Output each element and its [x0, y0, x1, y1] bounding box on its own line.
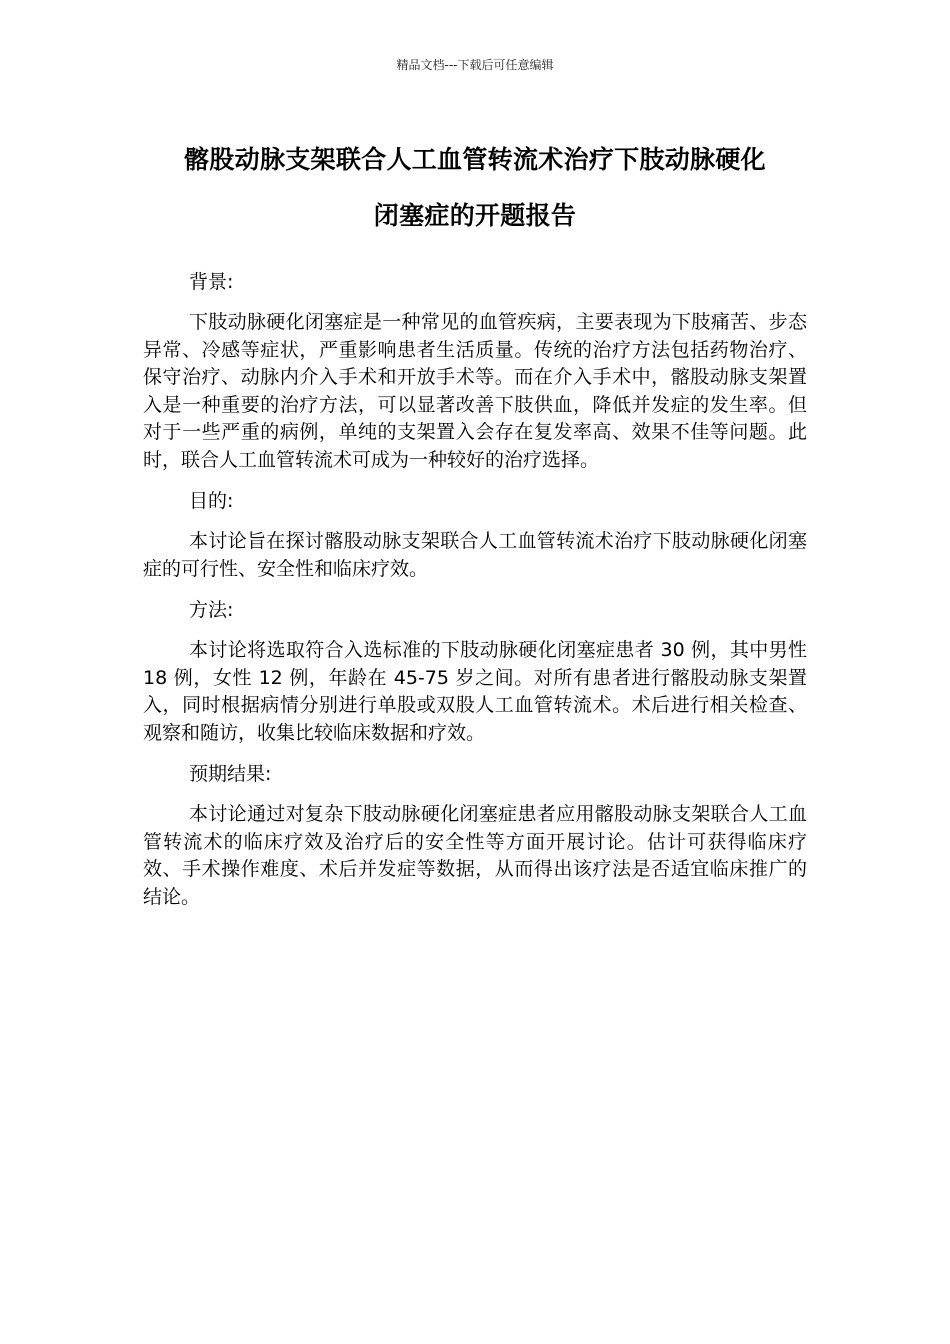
- section-purpose: [143, 487, 807, 583]
- section-text-expected-results: 本讨论通过对复杂下肢动脉硬化闭塞症患者应用髂股动脉支架联合人工血管转流术的临床疗效及治疗后的安全性等方面开展讨论。估计可获得临床疗效、手术操作难度、术后并发症等数据，从而得出该疗法是否适宜临床推广的结论。: [143, 803, 807, 908]
- section-heading-purpose: 目的:: [189, 490, 234, 512]
- section-heading-methods: 方法:: [189, 599, 234, 621]
- document-title: [143, 132, 807, 244]
- section-methods: [143, 596, 807, 747]
- document-title-line-2: 闭塞症的开题报告: [373, 201, 577, 230]
- document-body: [143, 268, 807, 924]
- section-text-background: 下肢动脉硬化闭塞症是一种常见的血管疾病，主要表现为下肢痛苦、步态异常、冷感等症状，严重影响患者生活质量。传统的治疗方法包括药物治疗、保守治疗、动脉内介入手术和开放手术等。而在介入手术中，髂股动脉支架置入是一种重要的治疗方法，可以显著改善下肢供血，降低并发症的发生率。但对于一些严重的病例，单纯的支架置入会存在复发率高、效果不佳等问题。此时，联合人工血管转流术可成为一种较好的治疗选择。: [143, 311, 807, 471]
- section-background: [143, 268, 807, 474]
- section-text-methods: 本讨论将选取符合入选标准的下肢动脉硬化闭塞症患者 30 例，其中男性 18 例，女性 12 例，年龄在 45-75 岁之间。对所有患者进行髂股动脉支架置入，同时根据病情分别进行单股或双股人工血管转流术。术后进行相关检查、观察和随访，收集比较临床数据和疗效。: [143, 639, 807, 744]
- section-heading-expected-results: 预期结果:: [189, 763, 272, 785]
- section-text-purpose: 本讨论旨在探讨髂股动脉支架联合人工血管转流术治疗下肢动脉硬化闭塞症的可行性、安全性和临床疗效。: [143, 530, 807, 580]
- page-header-note: 精品文档---下载后可任意编辑: [396, 58, 554, 72]
- section-heading-background: 背景:: [189, 271, 234, 293]
- section-expected-results: [143, 760, 807, 911]
- document-title-line-1: 髂股动脉支架联合人工血管转流术治疗下肢动脉硬化: [184, 145, 766, 174]
